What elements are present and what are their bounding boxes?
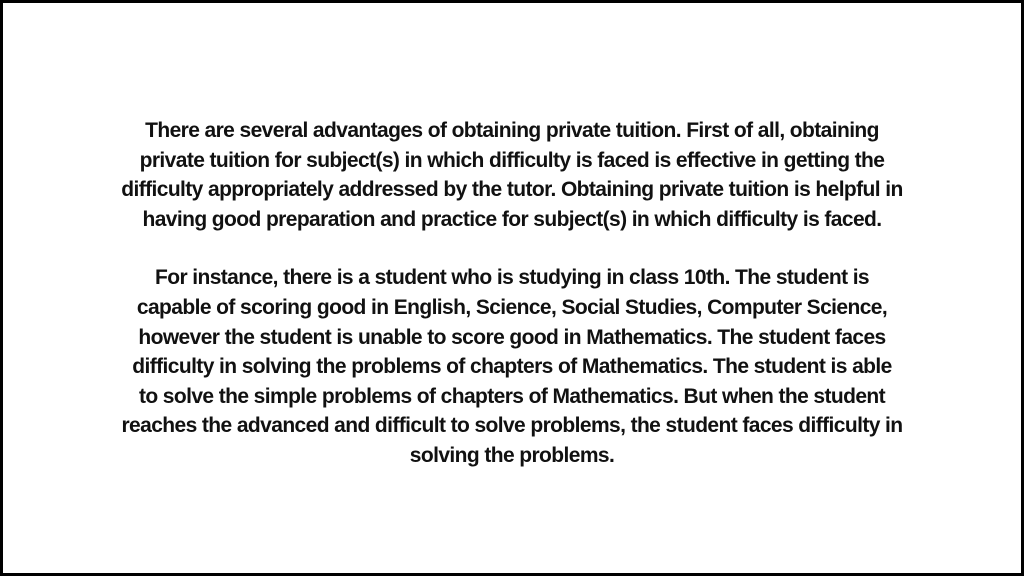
- text-line: capable of scoring good in English, Science, Social Studies, Computer Science,: [136, 295, 888, 319]
- text-line: to solve the simple problems of chapters of Mathematics. But when the student: [138, 384, 886, 408]
- paragraph-example: [53, 263, 971, 470]
- text-line: private tuition for subject(s) in which difficulty is faced is effective in getting the: [139, 148, 885, 172]
- text-line: however the student is unable to score good in Mathematics. The student faces: [138, 325, 886, 349]
- text-line: reaches the advanced and difficult to solve problems, the student faces difficulty in: [121, 414, 903, 438]
- text-line: difficulty in solving the problems of chapters of Mathematics. The student is able: [132, 355, 892, 379]
- text-line: There are several advantages of obtaining private tuition. First of all, obtaining: [145, 119, 879, 142]
- text-line: having good preparation and practice for subject(s) in which difficulty is faced.: [142, 207, 882, 231]
- paragraph-advantages: [53, 116, 971, 234]
- slide-body: [53, 116, 971, 471]
- text-line: solving the problems.: [409, 443, 615, 467]
- text-line: For instance, there is a student who is studying in class 10th. The student is: [154, 266, 870, 290]
- text-line: difficulty appropriately addressed by the tutor. Obtaining private tuition is helpful in: [121, 178, 903, 202]
